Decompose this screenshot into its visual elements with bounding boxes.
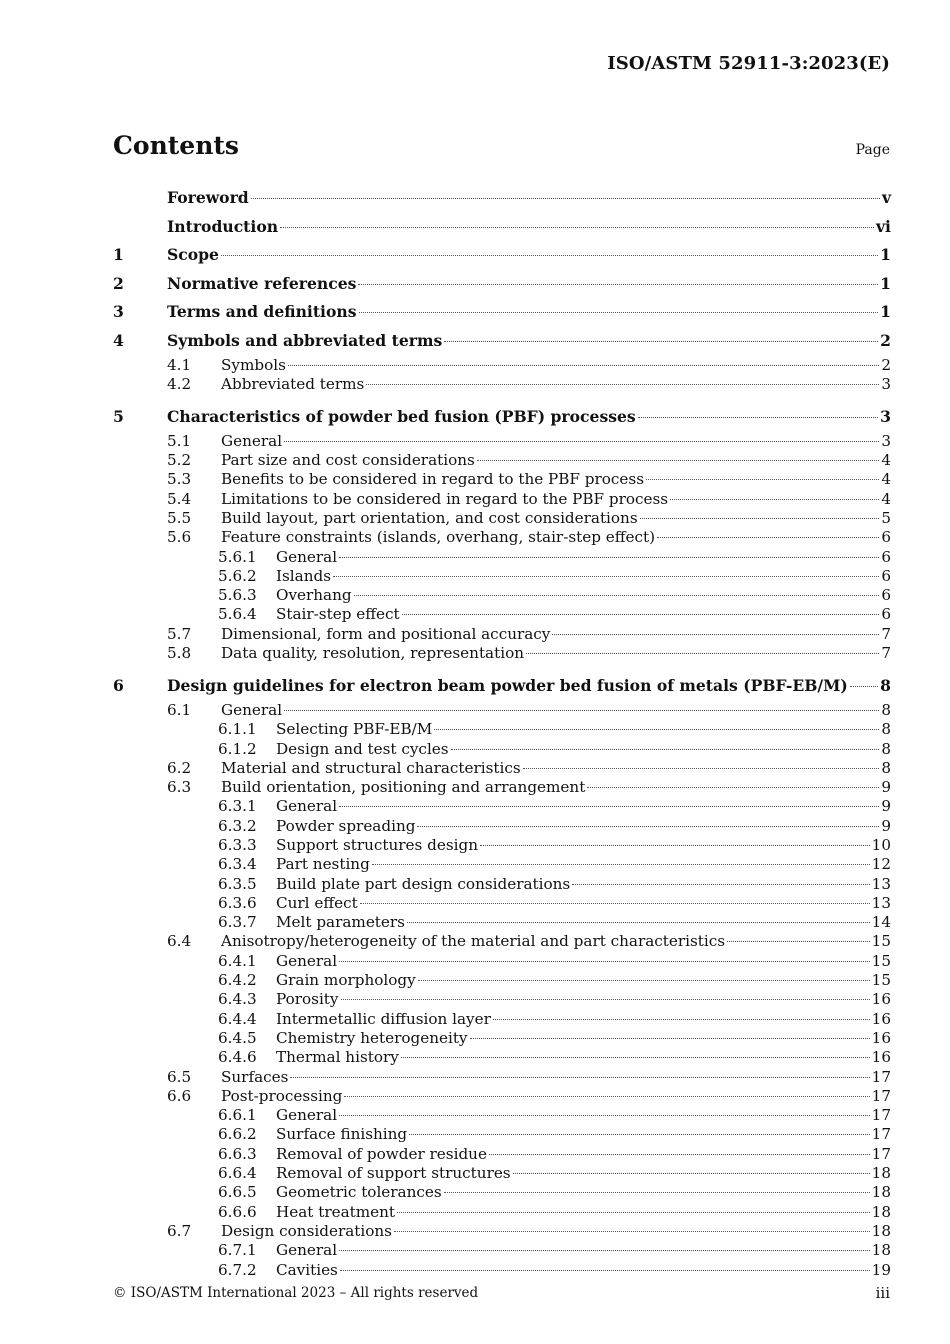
toc-entry-number: 6.4.2 — [218, 971, 257, 990]
toc-entry-title[interactable]: Curl effect — [276, 893, 358, 912]
toc-entry[interactable] — [113, 213, 891, 242]
toc-entry[interactable] — [113, 1164, 891, 1183]
toc-dot-leader — [657, 537, 879, 538]
toc-entry-title[interactable]: General — [276, 547, 338, 566]
toc-entry[interactable] — [113, 672, 891, 701]
toc-entry-page: v — [881, 188, 891, 207]
toc-entry-number: 6.4.5 — [218, 1028, 257, 1047]
toc-entry-title[interactable]: Introduction — [167, 216, 279, 236]
toc-dot-leader — [339, 1115, 870, 1116]
toc-entry-number: 5.4 — [167, 489, 192, 508]
toc-entry-title[interactable]: Scope — [167, 245, 219, 265]
toc-dot-leader — [646, 479, 879, 480]
toc-entry-title[interactable]: Selecting PBF-EB/M — [276, 720, 433, 739]
toc-entry-title[interactable]: Powder spreading — [276, 816, 416, 835]
toc-entry-page: 18 — [871, 1221, 891, 1240]
toc-entry-title[interactable]: Chemistry heterogeneity — [276, 1028, 468, 1047]
toc-entry[interactable] — [113, 1261, 891, 1280]
toc-entry-title[interactable]: Feature constraints (islands, overhang, stair-step effect) — [221, 528, 656, 547]
toc-entry-title[interactable]: General — [221, 431, 283, 450]
toc-entry-page: 16 — [871, 1028, 891, 1047]
toc-entry[interactable] — [113, 1029, 891, 1048]
toc-entry-page: 3 — [880, 407, 891, 427]
toc-entry-number: 6.4.6 — [218, 1048, 257, 1067]
toc-entry-number: 6.6.3 — [218, 1144, 257, 1163]
toc-entry-title[interactable]: Melt parameters — [276, 913, 405, 932]
toc-dot-leader — [727, 941, 870, 942]
toc-dot-leader — [340, 1270, 870, 1271]
toc-dot-leader — [221, 255, 878, 256]
toc-entry-page: 8 — [881, 758, 891, 777]
toc-entry-title[interactable]: Material and structural characteristics — [221, 758, 521, 777]
toc-entry-number: 6 — [113, 676, 124, 696]
toc-dot-leader — [572, 884, 869, 885]
toc-entry-number: 3 — [113, 302, 124, 322]
toc-entry-title[interactable]: Porosity — [276, 990, 339, 1009]
toc-entry[interactable] — [113, 403, 891, 432]
toc-entry-page: 9 — [881, 778, 891, 797]
toc-dot-leader — [372, 864, 870, 865]
toc-entry-page: 7 — [881, 624, 891, 643]
toc-entry-number: 6.6.5 — [218, 1183, 257, 1202]
toc-entry-number: 4.1 — [167, 355, 192, 374]
toc-entry-page: 2 — [880, 330, 891, 350]
toc-entry-page: 9 — [881, 816, 891, 835]
toc-dot-leader — [280, 227, 874, 228]
toc-dot-leader — [354, 595, 880, 596]
toc-entry[interactable] — [113, 797, 891, 816]
toc-dot-leader — [339, 806, 879, 807]
contents-title: Contents — [113, 131, 240, 160]
toc-entry-number: 6.1.2 — [218, 739, 257, 758]
toc-entry-title[interactable]: Grain morphology — [276, 971, 416, 990]
toc-entry-page: 17 — [871, 1067, 891, 1086]
toc-dot-leader — [477, 460, 880, 461]
toc-entry-title[interactable]: General — [276, 951, 338, 970]
toc-entry-title[interactable]: Characteristics of powder bed fusion (PBF) processes — [167, 407, 636, 427]
toc-entry-number: 5.7 — [167, 624, 192, 643]
toc-entry-number: 6.1.1 — [218, 720, 257, 739]
toc-entry-page: 3 — [881, 431, 891, 450]
toc-entry-number: 6.7 — [167, 1221, 192, 1240]
toc-dot-leader — [359, 312, 879, 313]
toc-entry-title[interactable]: Benefits to be considered in regard to the PBF process — [221, 470, 645, 489]
toc-entry-page: 13 — [871, 893, 891, 912]
toc-entry-page: 14 — [871, 913, 891, 932]
toc-entry-title[interactable]: Thermal history — [276, 1048, 399, 1067]
toc-entry[interactable] — [113, 375, 891, 394]
toc-dot-leader — [397, 1212, 870, 1213]
toc-dot-leader — [251, 198, 880, 199]
toc-entry[interactable] — [113, 1106, 891, 1125]
toc-entry-page: 8 — [881, 739, 891, 758]
toc-dot-leader — [284, 441, 879, 442]
toc-entry-page: 4 — [881, 451, 891, 470]
footer-copyright: © ISO/ASTM International 2023 – All rights reserved — [113, 1285, 479, 1301]
toc-entry-title[interactable]: Terms and definitions — [167, 302, 357, 322]
toc-entry-title[interactable]: Symbols — [221, 355, 286, 374]
toc-entry-number: 6.6.6 — [218, 1202, 257, 1221]
toc-entry-page: vi — [876, 216, 891, 236]
toc-dot-leader — [358, 284, 878, 285]
toc-entry[interactable] — [113, 720, 891, 739]
toc-dot-leader — [366, 384, 879, 385]
toc-entry-page: 6 — [881, 605, 891, 624]
toc-entry-title[interactable]: Foreword — [167, 188, 249, 207]
toc-entry-number: 6.5 — [167, 1067, 192, 1086]
toc-entry[interactable] — [113, 605, 891, 624]
toc-entry[interactable] — [113, 509, 891, 528]
toc-entry-page: 4 — [881, 470, 891, 489]
toc-entry-number: 6.3.7 — [218, 913, 257, 932]
toc-entry[interactable] — [113, 490, 891, 509]
toc-dot-leader — [444, 1192, 870, 1193]
toc-dot-leader — [394, 1231, 870, 1232]
toc-dot-leader — [552, 634, 879, 635]
toc-dot-leader — [407, 922, 870, 923]
toc-dot-leader — [402, 614, 880, 615]
toc-entry[interactable] — [113, 644, 891, 663]
toc-entry-page: 17 — [871, 1144, 891, 1163]
toc-entry-page: 16 — [871, 1048, 891, 1067]
toc-entry-page: 18 — [871, 1241, 891, 1260]
toc-entry-title[interactable]: Cavities — [276, 1260, 338, 1279]
toc-entry-page: 5 — [881, 508, 891, 527]
toc-entry-page: 1 — [880, 302, 891, 322]
toc-dot-leader — [418, 980, 870, 981]
toc-entry-title[interactable]: Overhang — [276, 586, 352, 605]
toc-entry-page: 17 — [871, 1125, 891, 1144]
toc-entry[interactable] — [113, 759, 891, 778]
toc-entry[interactable] — [113, 270, 891, 299]
toc-entry-page: 15 — [871, 971, 891, 990]
toc-entry[interactable] — [113, 778, 891, 797]
toc-entry[interactable] — [113, 356, 891, 375]
toc-entry-number: 5.6.2 — [218, 566, 257, 585]
toc-dot-leader — [339, 961, 870, 962]
toc-entry[interactable] — [113, 817, 891, 836]
toc-entry-title[interactable]: Stair-step effect — [276, 605, 400, 624]
toc-entry-number: 6.7.1 — [218, 1241, 257, 1260]
toc-entry-page: 17 — [871, 1106, 891, 1125]
toc-entry[interactable] — [113, 586, 891, 605]
toc-entry-page: 6 — [881, 547, 891, 566]
toc-entry[interactable] — [113, 1048, 891, 1067]
toc-dot-leader — [470, 1038, 870, 1039]
document-id: ISO/ASTM 52911-3:2023(E) — [607, 53, 890, 74]
toc-entry-page: 15 — [871, 951, 891, 970]
toc-entry[interactable] — [113, 855, 891, 874]
toc-entry-number: 6.3.3 — [218, 835, 257, 854]
toc-entry-number: 6.2 — [167, 758, 192, 777]
toc-entry-number: 6.6.1 — [218, 1106, 257, 1125]
toc-entry-page: 7 — [881, 644, 891, 663]
toc-entry-page: 1 — [880, 273, 891, 293]
toc-entry-title[interactable]: Surface finishing — [276, 1125, 408, 1144]
toc-entry-title[interactable]: General — [276, 1241, 338, 1260]
toc-entry-title[interactable]: Build orientation, positioning and arrangement — [221, 778, 586, 797]
toc-entry[interactable] — [113, 952, 891, 971]
toc-entry-title[interactable]: Symbols and abbreviated terms — [167, 330, 443, 350]
toc-entry-page: 18 — [871, 1183, 891, 1202]
toc-entry[interactable] — [113, 528, 891, 547]
toc-entry-title[interactable]: General — [221, 700, 283, 719]
toc-dot-leader — [587, 787, 879, 788]
toc-entry[interactable] — [113, 701, 891, 720]
toc-entry-page: 16 — [871, 1009, 891, 1028]
toc-entry-number: 6.6.2 — [218, 1125, 257, 1144]
toc-entry-page: 17 — [871, 1086, 891, 1105]
toc-entry-title[interactable]: Build layout, part orientation, and cost considerations — [221, 508, 638, 527]
toc-dot-leader — [640, 518, 880, 519]
toc-entry-title[interactable]: Surfaces — [221, 1067, 289, 1086]
toc-entry-page: 8 — [881, 720, 891, 739]
toc-entry-number: 6.3.1 — [218, 797, 257, 816]
toc-entry-page: 9 — [881, 797, 891, 816]
toc-dot-leader — [489, 1154, 870, 1155]
toc-entry-title[interactable]: Removal of support structures — [276, 1164, 511, 1183]
toc-entry-title[interactable]: Intermetallic diffusion layer — [276, 1009, 491, 1028]
toc-dot-leader — [339, 557, 879, 558]
toc-dot-leader — [850, 686, 878, 687]
toc-entry[interactable] — [113, 740, 891, 759]
toc-entry-title[interactable]: Heat treatment — [276, 1202, 396, 1221]
toc-entry-number: 6.3.4 — [218, 855, 257, 874]
toc-entry-number: 5.6.1 — [218, 547, 257, 566]
toc-entry-number: 6.4.4 — [218, 1009, 257, 1028]
toc-entry[interactable] — [113, 327, 891, 356]
toc-entry-title[interactable]: Data quality, resolution, representation — [221, 644, 524, 663]
toc-entry-title[interactable]: Post-processing — [221, 1086, 343, 1105]
toc-entry-number: 5.8 — [167, 644, 192, 663]
toc-entry-page: 6 — [881, 586, 891, 605]
toc-entry-title[interactable]: Removal of powder residue — [276, 1144, 487, 1163]
toc-entry[interactable] — [113, 1010, 891, 1029]
toc-entry[interactable] — [113, 567, 891, 586]
toc-entry-title[interactable]: Limitations to be considered in regard to the PBF process — [221, 489, 669, 508]
toc-entry-page: 19 — [871, 1260, 891, 1279]
toc-entry-page: 4 — [881, 489, 891, 508]
toc-dot-leader — [333, 576, 879, 577]
toc-dot-leader — [360, 903, 870, 904]
toc-entry[interactable] — [113, 836, 891, 855]
toc-entry-title[interactable]: Islands — [276, 566, 332, 585]
toc-entry-title[interactable]: Part size and cost considerations — [221, 451, 475, 470]
toc-entry-title[interactable]: Part nesting — [276, 855, 370, 874]
toc-entry-title[interactable]: General — [276, 1106, 338, 1125]
toc-entry[interactable] — [113, 1068, 891, 1087]
toc-entry-page: 2 — [881, 355, 891, 374]
toc-entry-page: 10 — [871, 835, 891, 854]
toc-dot-leader — [670, 499, 879, 500]
toc-dot-leader — [288, 365, 879, 366]
toc-entry[interactable] — [113, 432, 891, 451]
toc-entry[interactable] — [113, 971, 891, 990]
toc-entry-number: 5.2 — [167, 451, 192, 470]
toc-entry-number: 6.4.3 — [218, 990, 257, 1009]
toc-entry-number: 6.4 — [167, 932, 192, 951]
toc-entry[interactable] — [113, 548, 891, 567]
toc-entry-page: 1 — [880, 245, 891, 265]
toc-entry-number: 5.1 — [167, 431, 192, 450]
toc-entry-number: 5.3 — [167, 470, 192, 489]
toc-entry-number: 4 — [113, 330, 124, 350]
toc-dot-leader — [290, 1077, 869, 1078]
toc-dot-leader — [523, 768, 880, 769]
toc-dot-leader — [434, 729, 879, 730]
toc-entry-page: 8 — [881, 700, 891, 719]
toc-dot-leader — [409, 1134, 870, 1135]
toc-entry-number: 6.3.2 — [218, 816, 257, 835]
toc-entry-title[interactable]: Design guidelines for electron beam powder bed fusion of metals (PBF-EB/M) — [167, 676, 848, 696]
toc-entry-title[interactable]: Design considerations — [221, 1221, 392, 1240]
toc-dot-leader — [451, 749, 880, 750]
toc-dot-leader — [339, 1250, 870, 1251]
toc-entry[interactable] — [113, 1222, 891, 1241]
toc-entry-page: 13 — [871, 874, 891, 893]
toc-entry-title[interactable]: Abbreviated terms — [221, 374, 365, 393]
toc-entry-page: 6 — [881, 528, 891, 547]
toc-entry-title[interactable]: Geometric tolerances — [276, 1183, 442, 1202]
toc-entry-title[interactable]: Dimensional, form and positional accuracy — [221, 624, 551, 643]
toc-dot-leader — [444, 341, 878, 342]
toc-entry[interactable] — [113, 1125, 891, 1144]
toc-entry-number: 5.6 — [167, 528, 192, 547]
toc-dot-leader — [401, 1057, 870, 1058]
toc-entry-title[interactable]: Design and test cycles — [276, 739, 449, 758]
toc-entry-page: 12 — [871, 855, 891, 874]
toc-entry-number: 6.3 — [167, 778, 192, 797]
toc-entry[interactable] — [113, 184, 891, 213]
toc-entry[interactable] — [113, 913, 891, 932]
toc-entry[interactable] — [113, 470, 891, 489]
toc-entry-number: 6.3.5 — [218, 874, 257, 893]
toc-entry-number: 5.5 — [167, 508, 192, 527]
toc-entry-number: 6.1 — [167, 700, 192, 719]
toc-entry[interactable] — [113, 1203, 891, 1222]
toc-entry[interactable] — [113, 1145, 891, 1164]
toc-entry[interactable] — [113, 241, 891, 270]
toc-entry-number: 6.6.4 — [218, 1164, 257, 1183]
toc-entry-page: 6 — [881, 566, 891, 585]
toc-entry[interactable] — [113, 990, 891, 1009]
toc-dot-leader — [480, 845, 870, 846]
toc-entry-page: 16 — [871, 990, 891, 1009]
toc-entry-number: 6.3.6 — [218, 893, 257, 912]
toc-entry-number: 6.7.2 — [218, 1260, 257, 1279]
toc-entry[interactable] — [113, 1241, 891, 1260]
toc-entry-number: 4.2 — [167, 374, 192, 393]
toc-entry-title[interactable]: General — [276, 797, 338, 816]
toc-entry[interactable] — [113, 875, 891, 894]
toc-entry-page: 3 — [881, 374, 891, 393]
toc-entry[interactable] — [113, 298, 891, 327]
toc-dot-leader — [284, 710, 879, 711]
toc-entry[interactable] — [113, 1087, 891, 1106]
toc-dot-leader — [638, 417, 878, 418]
toc-entry-number: 2 — [113, 273, 124, 293]
toc-entry-title[interactable]: Normative references — [167, 273, 357, 293]
toc-entry-page: 18 — [871, 1164, 891, 1183]
toc-entry[interactable] — [113, 932, 891, 951]
toc-dot-leader — [344, 1096, 869, 1097]
toc-entry-number: 5.6.3 — [218, 586, 257, 605]
toc-entry-number: 5.6.4 — [218, 605, 257, 624]
toc-entry-number: 6.6 — [167, 1086, 192, 1105]
toc-dot-leader — [526, 653, 879, 654]
toc-entry-page: 18 — [871, 1202, 891, 1221]
toc-entry[interactable] — [113, 451, 891, 470]
toc-entry-title[interactable]: Anisotropy/heterogeneity of the material and part characteristics — [221, 932, 726, 951]
toc-entry-page: 8 — [880, 676, 891, 696]
toc-entry[interactable] — [113, 894, 891, 913]
toc-entry[interactable] — [113, 1183, 891, 1202]
table-of-contents — [113, 184, 891, 1280]
toc-entry[interactable] — [113, 625, 891, 644]
toc-entry-number: 5 — [113, 407, 124, 427]
toc-dot-leader — [417, 826, 879, 827]
toc-entry-title[interactable]: Build plate part design considerations — [276, 874, 571, 893]
footer-page-number: iii — [875, 1284, 890, 1302]
toc-dot-leader — [513, 1173, 870, 1174]
toc-entry-number: 1 — [113, 245, 124, 265]
page-column-label: Page — [855, 142, 890, 158]
toc-entry-title[interactable]: Support structures design — [276, 835, 479, 854]
toc-entry-number: 6.4.1 — [218, 951, 257, 970]
toc-dot-leader — [341, 999, 870, 1000]
toc-dot-leader — [493, 1019, 870, 1020]
toc-entry-page: 15 — [871, 932, 891, 951]
